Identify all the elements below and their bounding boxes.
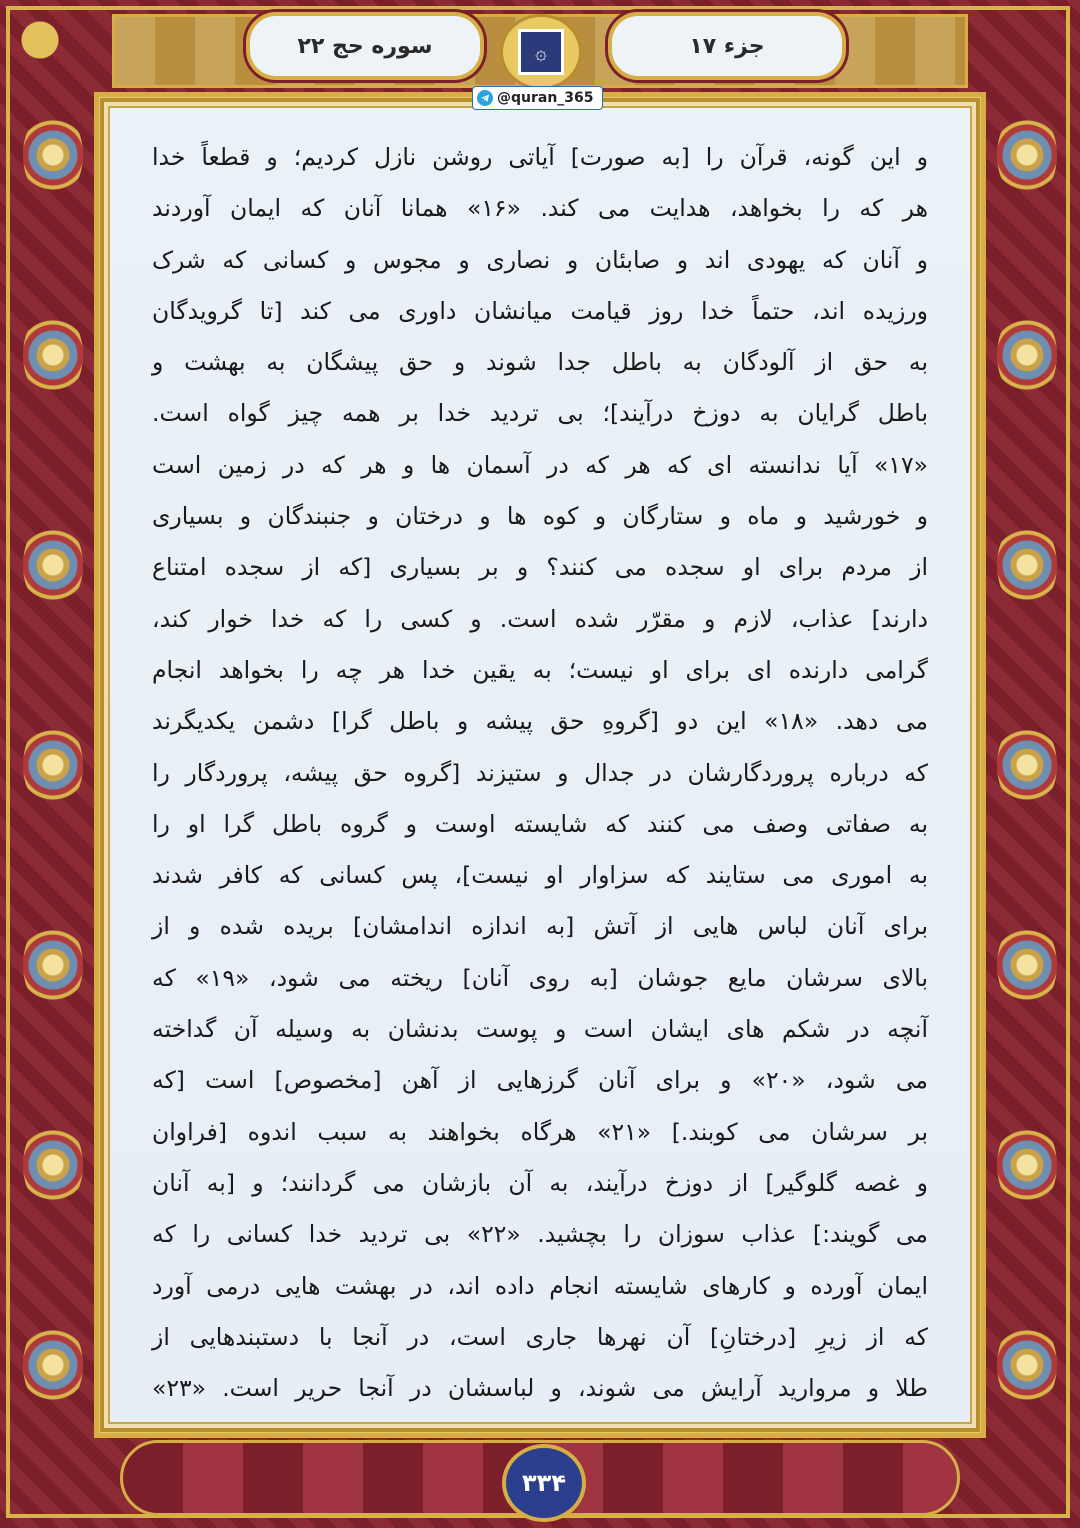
verse-line: برای آنان لباس هایی از آتش [به اندازه اندامشان] بریده شده و از bbox=[152, 912, 928, 941]
verse-line: «۱۷» آیا ندانسته ای که هر که در آسمان ها و هر که در زمین است bbox=[152, 450, 928, 479]
page-number: ۳۳۴ bbox=[522, 1469, 566, 1497]
verse-line: که درباره پروردگارشان در جدال و ستیزند [گروه حق پیشه، پروردگار را bbox=[152, 758, 928, 787]
verse-line: که از زیرِ [درختانِ] آن نهرها جاری است، در آنجا با دستبندهایی از bbox=[152, 1322, 928, 1351]
surah-label: سوره حج ۲۲ bbox=[297, 33, 433, 59]
ornament-medallion bbox=[23, 1120, 83, 1210]
telegram-badge[interactable] bbox=[472, 86, 603, 110]
ornament-medallion bbox=[997, 1120, 1057, 1210]
verse-line: بالای سرشان مایع جوشان [به روی آنان] ریخته می شود، «۱۹» که bbox=[152, 963, 928, 992]
quran-emblem-icon bbox=[500, 14, 582, 90]
ornament-medallion bbox=[997, 920, 1057, 1010]
verse-line: طلا و مروارید آرایش می شوند، و لباسشان در آنجا حریر است. «۲۳» bbox=[152, 1374, 928, 1403]
ornament-medallion bbox=[997, 720, 1057, 810]
verse-line: بر سرشان می کوبند.] «۲۱» هرگاه بخواهند به سبب اندوه [فراوان bbox=[152, 1117, 928, 1146]
verse-line: آنچه در شکم های ایشان است و پوست بدنشان به وسیله آن گداخته bbox=[152, 1015, 928, 1044]
ornament-medallion bbox=[23, 720, 83, 810]
verse-line: و این گونه، قرآن را [به صورت] آیاتی روشن نازل کردیم؛ و قطعاً خدا bbox=[152, 143, 928, 171]
surah-cartouche bbox=[246, 12, 484, 80]
ornament-medallion bbox=[23, 110, 83, 200]
ornament-medallion bbox=[23, 920, 83, 1010]
verse-line: می شود، «۲۰» و برای آنان گرزهایی از آهن [مخصوص] است [که bbox=[152, 1066, 928, 1095]
ornament-medallion bbox=[997, 110, 1057, 200]
emblem-glyph-icon: ۞ bbox=[535, 40, 547, 64]
ornament-medallion bbox=[997, 310, 1057, 400]
telegram-handle[interactable]: @quran_365 bbox=[497, 90, 594, 106]
verse-line: ایمان آورده و کارهای شایسته انجام داده اند، در بهشت هایی درمی آورد bbox=[152, 1271, 928, 1300]
verse-line: و خورشید و ماه و ستارگان و کوه ها و درختان و جنبندگان و بسیاری bbox=[152, 502, 928, 531]
ornament-medallion bbox=[997, 1320, 1057, 1410]
verse-line: دارند] عذاب، لازم و مقرّر شده است. و کسی را که خدا خوار کند، bbox=[152, 604, 928, 633]
verse-line: و آنان که یهودی اند و صابئان و نصاری و مجوس و کسانی که شرک bbox=[152, 245, 928, 274]
ornament-medallion bbox=[23, 1320, 83, 1410]
verse-line: ورزیده اند، حتماً خدا روز قیامت میانشان داوری می کند [تا گرویدگان bbox=[152, 296, 928, 325]
verse-line: هر که را بخواهد، هدایت می کند. «۱۶» همانا آنان که ایمان آوردند bbox=[152, 194, 929, 223]
verse-line: به حق از آلودگان به باطل جدا شوند و حق پیشگان به بهشت و bbox=[152, 348, 928, 377]
right-ornament-strip bbox=[992, 100, 1062, 1430]
ornament-medallion bbox=[23, 310, 83, 400]
verse-line: از مردم برای او سجده می کنند؟ و بر بسیاری [که از سجده امتناع bbox=[152, 553, 928, 582]
verse-line: به اموری می ستایند که سزاوار او نیست]، پس کسانی که کافر شدند bbox=[152, 861, 928, 890]
left-ornament-strip bbox=[18, 100, 88, 1430]
verse-line: می گویند:] عذاب سوزان را بچشید. «۲۲» بی تردید خدا کسانی را که bbox=[152, 1220, 928, 1249]
verse-line: و غصه گلوگیر] از دوزخ درآیند، به آن بازشان می گردانند؛ و [به آنان bbox=[152, 1168, 928, 1197]
verse-line: باطل گرایان به دوزخ درآیند]؛ بی تردید خدا بر همه چیز گواه است. bbox=[152, 399, 928, 428]
emblem-square bbox=[518, 29, 564, 75]
ornament-medallion bbox=[997, 520, 1057, 610]
juz-label: جزء ۱۷ bbox=[689, 33, 765, 59]
verse-line: به صفاتی وصف می کنند که شایسته اوست و گروه باطل گرا او را bbox=[152, 809, 928, 838]
verse-line: می دهد. «۱۸» این دو [گروهِ حق پیشه و باطل گرا] دشمن یکدیگرند bbox=[152, 707, 928, 736]
juz-cartouche bbox=[608, 12, 846, 80]
verse-body bbox=[152, 132, 928, 1414]
page-number-badge bbox=[502, 1444, 586, 1522]
telegram-icon bbox=[477, 90, 493, 106]
ornament-medallion bbox=[23, 520, 83, 610]
verse-line: گرامی دارنده ای برای او نیست؛ به یقین خدا هر چه را بخواهد انجام bbox=[152, 655, 928, 684]
